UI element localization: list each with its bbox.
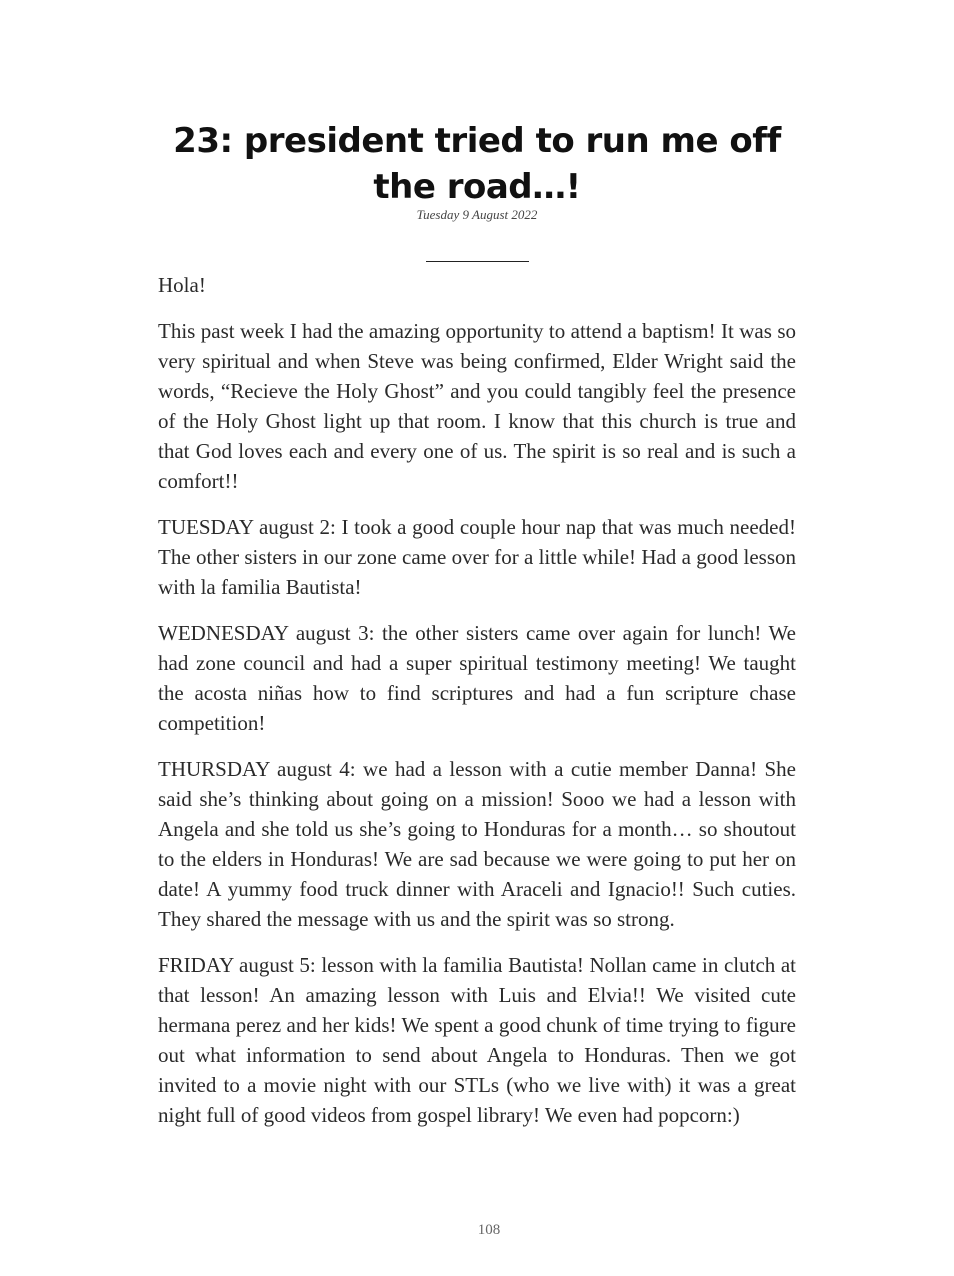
paragraph-baptism: This past week I had the amazing opportunity to attend a baptism! It was so very spiritual and when Steve was being confirmed, Elder Wright said the words, “Recieve the Holy Ghost” and you could tangibly feel the presence of the Holy Ghost light up that room. I know that this church is true and that God loves each and every one of us. The spirit is so real and is such a comfort!!: [158, 319, 796, 493]
paragraph-greeting: Hola!: [158, 273, 206, 297]
page-title: 23: president tried to run me off the road…!: [173, 121, 781, 207]
post-date: Tuesday 9 August 2022: [416, 207, 538, 222]
paragraph-friday: FRIDAY august 5: lesson with la familia Bautista! Nollan came in clutch at that lesson! An amazing lesson with Luis and Elvia!! We visited cute hermana perez and her kids! We spent a good chunk of time trying to figure out what information to send about Angela to Honduras. Then we got invited to a movie night with our STLs (who we live with) it was a great night full of good videos from gospel library! We even had popcorn:): [158, 953, 796, 1127]
paragraph-wednesday: WEDNESDAY august 3: the other sisters came over again for lunch! We had zone council and had a super spiritual testimony meeting! We taught the acosta niñas how to find scriptures and had a fun scripture chase competition!: [158, 621, 796, 735]
paragraph-thursday: THURSDAY august 4: we had a lesson with a cutie member Danna! She said she’s thinking about going on a mission! Sooo we had a lesson with Angela and she told us she’s going to Honduras for a month… so shoutout to the elders in Honduras! We are sad because we were going to put her on date! A yummy food truck dinner with Araceli and Ignacio!! Such cuties. They shared the message with us and the spirit was so strong.: [158, 757, 796, 931]
title-divider: [426, 261, 529, 262]
page-number: 108: [477, 1222, 501, 1238]
paragraph-tuesday: TUESDAY august 2: I took a good couple hour nap that was much needed! The other sisters in our zone came over for a little while! Had a good lesson with la familia Bautista!: [158, 515, 796, 599]
body-text: [158, 270, 796, 1146]
